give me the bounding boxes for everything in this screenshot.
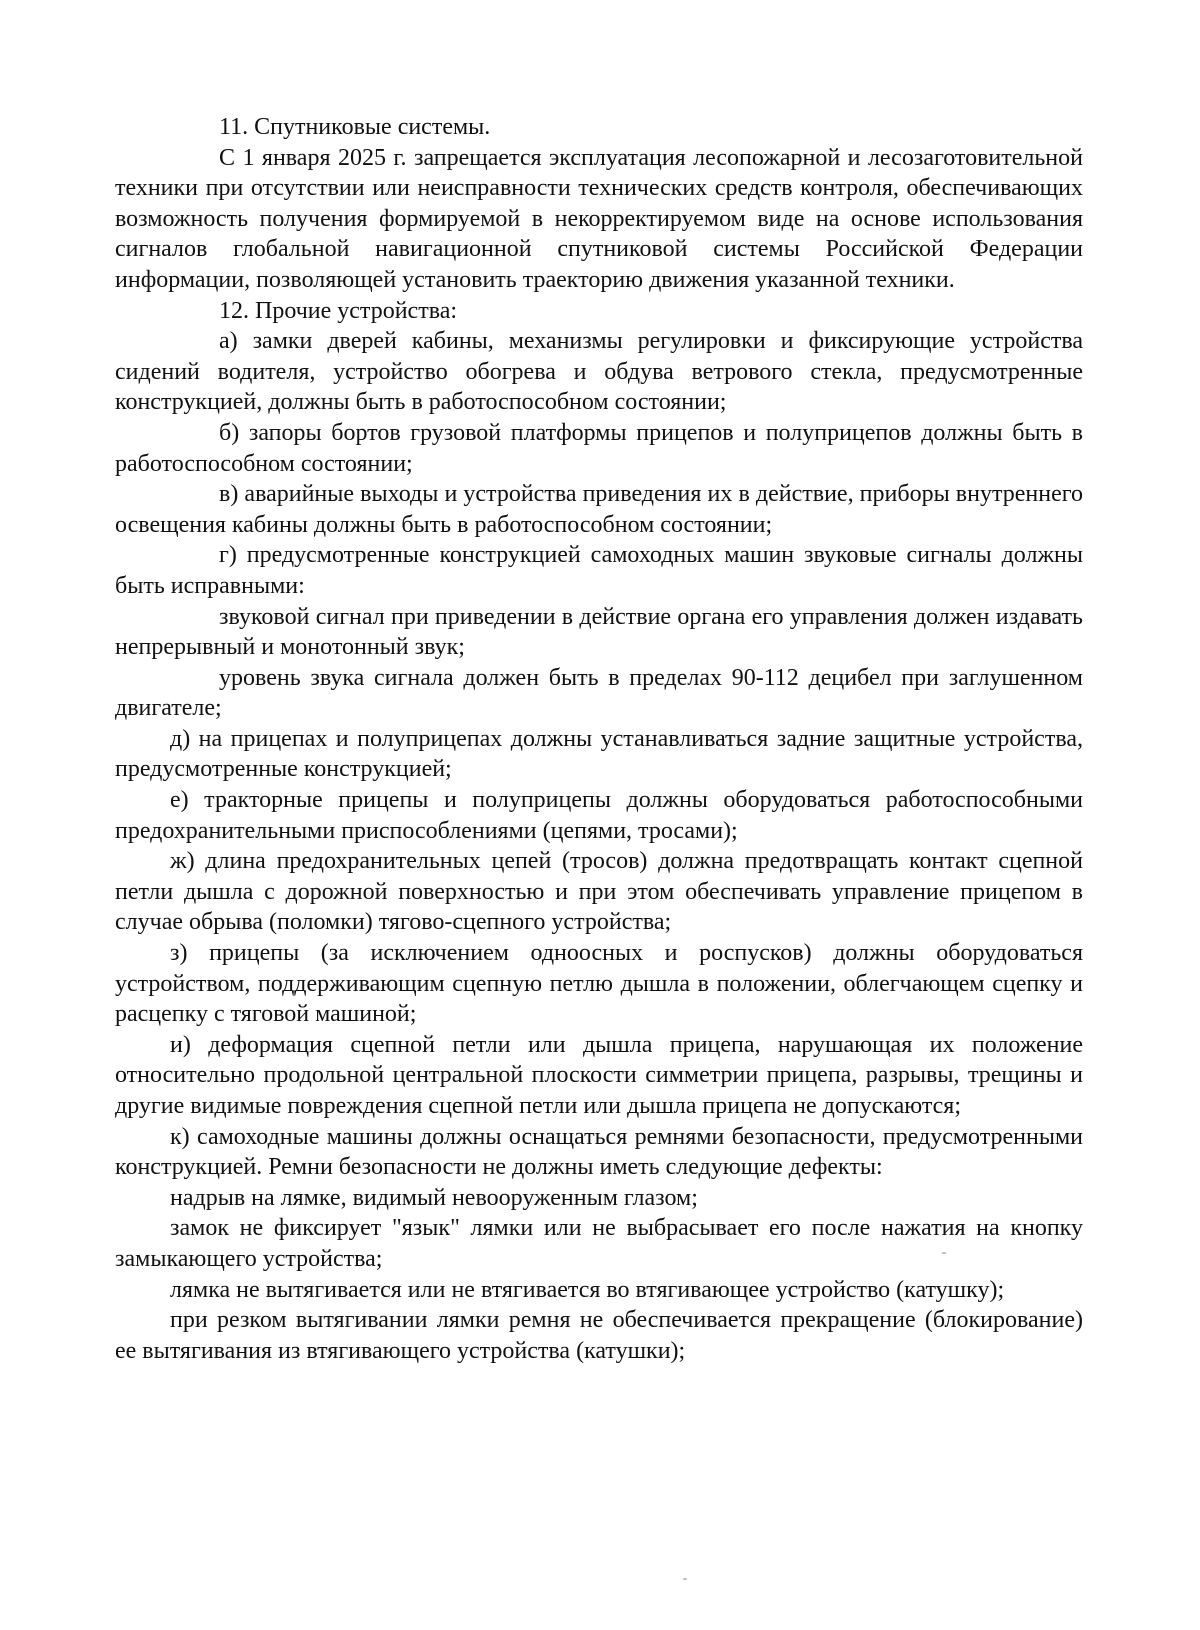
item-i-paragraph: и) деформация сцепной петли или дышла прицепа, нарушающая их положение относительно продольной центральной плоскости симметрии прицепа, разрывы, трещины и другие видимые повреждения сцепной петли или дышла прицепа не допускаются; xyxy=(115,1031,1083,1119)
item-k-defect-2: замок не фиксирует "язык" лямки или не выбрасывает его после нажатия на кнопку замыкающего устройства; xyxy=(115,1215,1083,1272)
item-g-level-paragraph: уровень звука сигнала должен быть в пределах 90-112 децибел при заглушенном двигателе; xyxy=(115,664,1083,722)
item-g-sound-paragraph: звуковой сигнал при приведении в действие органа его управления должен издавать непрерывный и монотонный звук; xyxy=(115,603,1083,661)
item-k-defect-4: при резком вытягивании лямки ремня не обеспечивается прекращение (блокирование) ее вытягивания из втягивающего устройства (катушки); xyxy=(115,1307,1083,1364)
item-z-paragraph: з) прицепы (за исключением одноосных и роспусков) должны оборудоваться устройством, поддерживающим сцепную петлю дышла в положении, облегчающем сцепку и расцепку с тяговой машиной; xyxy=(115,940,1083,1028)
section-11-paragraph: С 1 января 2025 г. запрещается эксплуатация лесопожарной и лесозаготовительной техники при отсутствии или неисправности технических средств контроля, обеспечивающих возможность получения формируемой в некорректируемом виде на основе использования сигналов глобальной навигационной спутниковой системы Российской Федерации информации, позволяющей установить траекторию движения указанной техники. xyxy=(115,144,1083,293)
item-zh-paragraph: ж) длина предохранительных цепей (тросов) должна предотвращать контакт сцепной петли дышла с дорожной поверхностью и при этом обеспечивать управление прицепом в случае обрыва (поломки) тягово-сцепного устройства; xyxy=(115,848,1083,936)
item-k-defect-3: лямка не вытягивается или не втягивается во втягивающее устройство (катушку); xyxy=(170,1276,1005,1303)
item-a-paragraph: а) замки дверей кабины, механизмы регулировки и фиксирующие устройства сидений водителя, устройство обогрева и обдува ветрового стекла, предусмотренные конструкцией, должны быть в работоспособном состоянии; xyxy=(115,328,1083,416)
document-body xyxy=(115,112,1083,1366)
item-e-paragraph: е) тракторные прицепы и полуприцепы должны оборудоваться работоспособными предохранительными приспособлениями (цепями, тросами); xyxy=(115,787,1083,844)
section-11-heading: 11. Спутниковые системы. xyxy=(219,114,491,140)
item-b-paragraph: б) запоры бортов грузовой платформы прицепов и полуприцепов должны быть в работоспособном состоянии; xyxy=(115,419,1083,477)
section-12-heading: 12. Прочие устройства: xyxy=(219,297,458,324)
item-k-paragraph: к) самоходные машины должны оснащаться ремнями безопасности, предусмотренными конструкцией. Ремни безопасности не должны иметь следующие дефекты: xyxy=(115,1123,1083,1181)
item-d-paragraph: д) на прицепах и полуприцепах должны устанавливаться задние защитные устройства, предусмотренные конструкцией; xyxy=(115,725,1083,783)
item-k-defect-1: надрыв на лямке, видимый невооруженным глазом; xyxy=(170,1184,698,1211)
scan-speck xyxy=(683,1578,687,1580)
scan-speck xyxy=(942,1252,946,1254)
item-g-paragraph: г) предусмотренные конструкцией самоходных машин звуковые сигналы должны быть исправными: xyxy=(115,542,1083,599)
item-v-paragraph: в) аварийные выходы и устройства приведения их в действие, приборы внутреннего освещения кабины должны быть в работоспособном состоянии; xyxy=(115,481,1083,538)
